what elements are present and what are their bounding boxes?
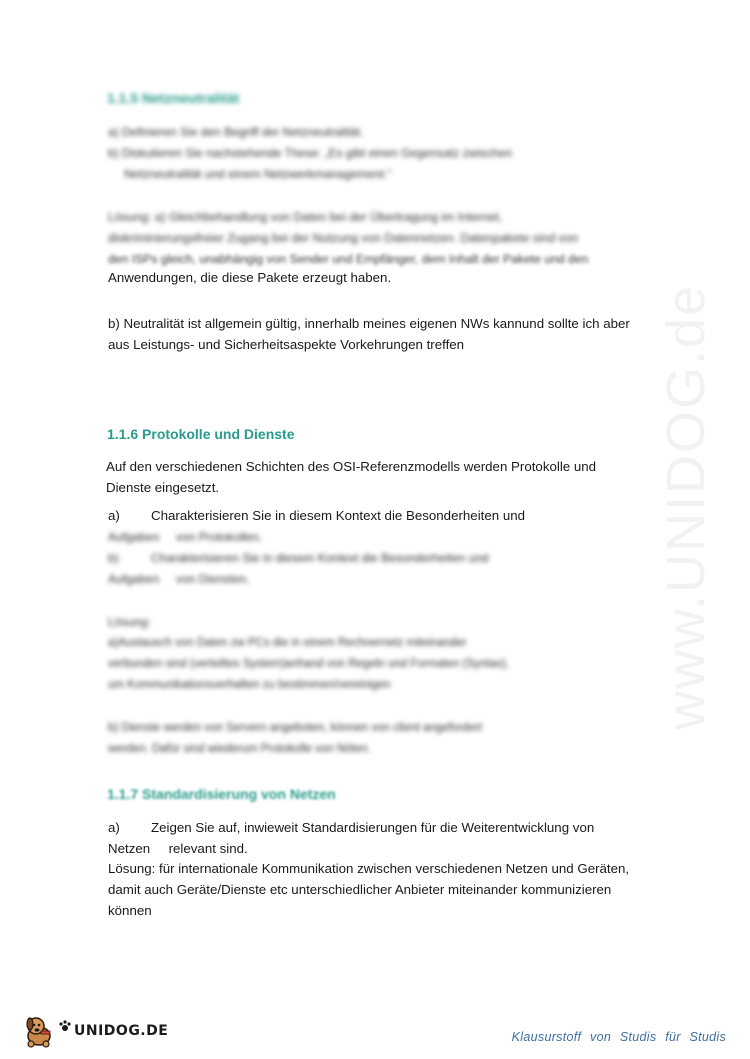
section-117-question-a-text2: Netzen relevant sind. bbox=[108, 841, 248, 856]
section-116-answer-b-line1: b) Dienste werden von Servern angeboten, können von client angefordert bbox=[108, 722, 482, 734]
section-117-answer-line1: Lösung: für internationale Kommunikation zwischen verschiedenen Netzen und Geräten, bbox=[108, 861, 630, 876]
section-115-question-b-line1: b) Diskutieren Sie nachstehende These: „Es gibt einen Gegensatz zwischen bbox=[108, 146, 513, 160]
section-116-question-b-text: Charakterisieren Sie in diesem Kontext die Besonderheiten und bbox=[151, 551, 489, 565]
section-116-answer-a-line3: um Kommunikationsverhalten zu bestimmen/vereinigen bbox=[108, 679, 391, 691]
logo-text: UNIDOG.DE bbox=[74, 1023, 169, 1039]
section-116-answer-a-line2: verbunden sind (verteiltes System)anhand von Regeln und Formaten (Syntax), bbox=[108, 658, 509, 670]
section-115-question-b-line2: Netzneutralität und einem Netzwerkmanagement.“ bbox=[124, 167, 392, 181]
paw-icon bbox=[58, 1019, 72, 1033]
section-117-answer-line3: können bbox=[108, 903, 152, 918]
section-116-intro-line1: Auf den verschiedenen Schichten des OSI-Referenzmodells werden Protokolle und bbox=[106, 459, 597, 474]
section-115-answer-b-line2: aus Leistungs- und Sicherheitsaspekte Vorkehrungen treffen bbox=[108, 337, 465, 352]
section-116-heading: 1.1.6 Protokolle und Dienste bbox=[107, 426, 295, 442]
section-115-answer-line3: den ISPs gleich, unabhängig von Sender und Empfänger, dem Inhalt der Pakete und den bbox=[108, 252, 589, 266]
section-116-question-a-text: Charakterisieren Sie in diesem Kontext die Besonderheiten und bbox=[151, 508, 526, 523]
section-116-answer-a-line1: a)Austausch von Daten zw PCs die in einem Rechnernetz miteinander bbox=[108, 637, 467, 649]
dog-mascot-icon bbox=[22, 1014, 56, 1048]
section-116-answer-label: Lösung: bbox=[108, 615, 151, 629]
section-115-question-a: a) Definieren Sie den Begriff der Netzneutralität. bbox=[108, 125, 364, 139]
section-115-answer-line1: Lösung: a) Gleichbehandlung von Daten bei der Übertragung im Internet, bbox=[108, 210, 503, 224]
section-116-question-a-text2: Aufgaben von Protokollen. bbox=[108, 530, 263, 544]
section-116-question-b-text2: Aufgaben von Diensten. bbox=[108, 572, 250, 586]
watermark-text: www.UNIDOG.de bbox=[656, 283, 716, 730]
section-117-answer-line2: damit auch Geräte/Dienste etc unterschiedlicher Anbieter miteinander kommunizieren bbox=[108, 882, 612, 897]
footer-tagline: Klausurstoff von Studis für Studis bbox=[511, 1030, 726, 1044]
section-115-answer-line2: diskriminierungsfreier Zugang bei der Nutzung von Datennetzen. Datenpakete sind von bbox=[108, 231, 579, 245]
section-115-answer-line4: Anwendungen, die diese Pakete erzeugt haben. bbox=[108, 270, 392, 285]
section-116-question-b-label: b) bbox=[108, 551, 119, 565]
section-116-answer-b-line2: werden. Dafür sind wiederum Protokolle von Nöten. bbox=[108, 743, 371, 755]
section-116-question-a-label: a) bbox=[108, 508, 120, 523]
section-116-intro-line2: Dienste eingesetzt. bbox=[106, 480, 220, 495]
unidog-logo bbox=[22, 1014, 168, 1048]
section-117-question-a-text: Zeigen Sie auf, inwieweit Standardisierungen für die Weiterentwicklung von bbox=[151, 820, 595, 835]
section-115-heading: 1.1.5 Netzneutralität bbox=[107, 90, 240, 106]
section-115-answer-b-line1: b) Neutralität ist allgemein gültig, innerhalb meines eigenen NWs kannund sollte ich aber bbox=[108, 316, 630, 331]
section-117-question-a-label: a) bbox=[108, 820, 120, 835]
section-117-heading: 1.1.7 Standardisierung von Netzen bbox=[107, 786, 336, 802]
